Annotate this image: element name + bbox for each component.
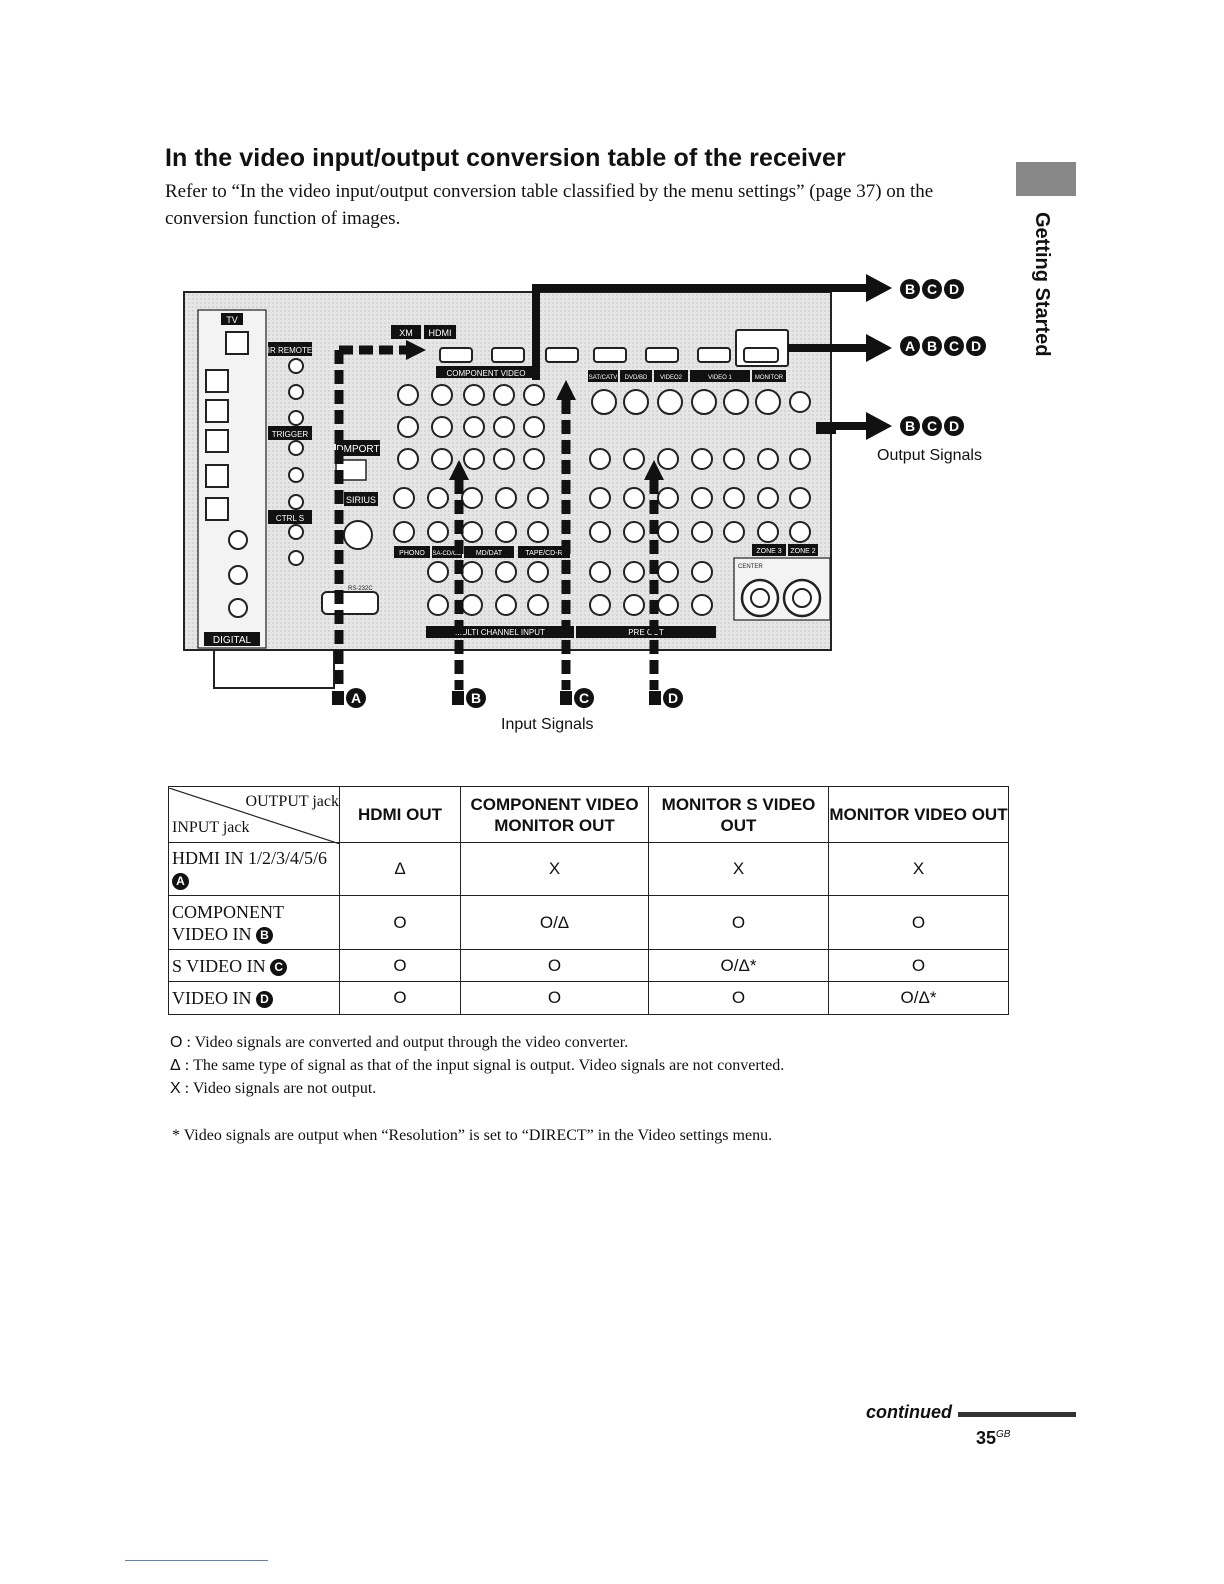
badge-a-icon: A [346,688,366,708]
conversion-table [168,786,1009,1015]
row-header [169,950,340,982]
zone3-label: ZONE 3 [756,548,782,555]
badge-b-icon: B [256,927,273,944]
table-cell: X [649,843,829,896]
input-c-marker [560,688,596,708]
row-header [169,982,340,1015]
output-badges-3 [900,416,966,436]
legend-symbol: Δ [170,1057,181,1074]
output-badges-1 [900,279,966,299]
badge-a-icon: A [900,336,920,356]
input-b-marker [452,688,488,708]
row-header [169,843,340,896]
video2-label: VIDEO2 [659,375,683,381]
row-label: HDMI IN 1/2/3/4/5/6 [172,848,327,868]
chassis-foot [214,650,334,688]
intro-text: Refer to “In the video input/output conversion table classified by the menu settings” (page 37) on the conversion function of images. [165,181,934,229]
table-cell: Δ [340,843,461,896]
hdmi-label: HDMI [428,328,452,338]
column-header: MONITOR S VIDEO OUT [649,787,829,843]
table-cell: O [340,982,461,1015]
pre-out-label: PRE OUT [628,628,664,637]
component-video-label: COMPONENT VIDEO [446,369,526,378]
column-header: HDMI OUT [340,787,461,843]
input-signals-label: Input Signals [501,716,594,733]
legend-item [170,1031,784,1054]
rs232c-port [322,592,378,614]
legend-text: : The same type of signal as that of the input signal is output. Video signals are not converted. [184,1057,785,1074]
legend-text: : Video signals are not output. [184,1080,377,1097]
tv-label: TV [226,315,238,325]
dmport-label: DMPORT [336,444,380,455]
rear-panel-diagram [176,270,836,710]
badge-d-icon: D [256,991,273,1008]
digital-label: DIGITAL [212,635,252,646]
section-side-label: Getting Started [1031,212,1053,357]
page-number-value: 35 [976,1428,997,1448]
badge-c-icon: C [944,336,964,356]
video1-label: VIDEO 1 [708,375,732,381]
table-cell: O/Δ* [829,982,1009,1015]
table-header-row [169,787,1009,843]
table-cell: O [340,950,461,982]
multi-channel-input-label: MULTI CHANNEL INPUT [455,628,545,637]
row-label-line1: COMPONENT [172,901,285,922]
table-legend [170,1031,784,1100]
arrowhead-3 [866,412,892,440]
footnote: * Video signals are output when “Resolution” is set to “DIRECT” in the Video settings menu. [172,1127,773,1144]
legend-symbol: O [170,1034,183,1051]
table-cell: X [829,843,1009,896]
table-row [169,896,1009,950]
table-cell: O [649,982,829,1015]
table-cell: O [461,950,649,982]
page-number-suffix: GB [996,1429,1011,1440]
sirius-label: SIRIUS [345,495,377,505]
badge-d-icon: D [966,336,986,356]
arrowhead-2 [866,334,892,362]
md-dat-label: MD/DAT [475,550,503,557]
legend-item [170,1054,784,1077]
table-cell: O [461,982,649,1015]
table-corner-cell [169,787,340,843]
dvd-bd-label: DVD/BD [624,375,648,381]
continued-rule [958,1412,1076,1417]
badge-d-icon: D [663,688,683,708]
sirius-jack [344,521,372,549]
row-header [169,896,340,950]
continued-label: continued [866,1402,952,1422]
badge-b-icon: B [466,688,486,708]
table-cell: O [829,896,1009,950]
input-d-marker [649,688,685,708]
badge-a-icon: A [172,873,189,890]
table-cell: O/Δ* [649,950,829,982]
badge-d-icon: D [944,279,964,299]
badge-b-icon: B [900,279,920,299]
output-badges-2 [900,336,988,356]
page-number [976,1428,1010,1449]
badge-c-icon: C [922,279,942,299]
badge-c-icon: C [270,959,287,976]
table-cell: O [649,896,829,950]
badge-c-icon: C [922,416,942,436]
table-row [169,950,1009,982]
trigger-label: TRIGGER [271,430,309,439]
table-cell: O/Δ [461,896,649,950]
phono-label: PHONO [399,550,425,557]
table-row [169,843,1009,896]
badge-b-icon: B [922,336,942,356]
tape-cdr-label: TAPE/CD-R [525,550,563,557]
ir-remote-label: IR REMOTE [267,346,313,355]
bottom-rule [125,1560,268,1561]
badge-b-icon: B [900,416,920,436]
input-a-marker [332,688,368,708]
legend-item [170,1077,784,1100]
zone2-label: ZONE 2 [790,548,816,555]
center-label: CENTER [738,564,763,570]
rs232c-label: RS-232C [348,586,373,592]
table-row [169,982,1009,1015]
corner-output-label: OUTPUT jack [245,792,339,810]
table-cell: O [829,950,1009,982]
column-header: COMPONENT VIDEO MONITOR OUT [461,787,649,843]
corner-input-label: INPUT jack [172,818,250,836]
sa-cd-label: SA-CD/CD [432,551,462,557]
row-label: S VIDEO IN [172,955,266,976]
section-tab-marker [1016,162,1076,196]
badge-c-icon: C [574,688,594,708]
arrowhead-1 [866,274,892,302]
legend-text: : Video signals are converted and output through the video converter. [186,1034,629,1051]
output-signals-label: Output Signals [877,447,982,464]
legend-symbol: X [170,1080,181,1097]
badge-d-icon: D [944,416,964,436]
table-cell: X [461,843,649,896]
xm-label: XM [399,328,413,338]
column-header: MONITOR VIDEO OUT [829,787,1009,843]
row-label: VIDEO IN [172,923,252,944]
table-cell: O [340,896,461,950]
row-label: VIDEO IN [172,988,252,1008]
section-title: In the video input/output conversion table of the receiver [165,144,846,172]
sat-catv-label: SAT/CATV [588,375,618,381]
output-arrowheads [780,268,900,448]
monitor-label: MONITOR [754,375,784,381]
ctrl-s-label: CTRL S [275,514,305,523]
